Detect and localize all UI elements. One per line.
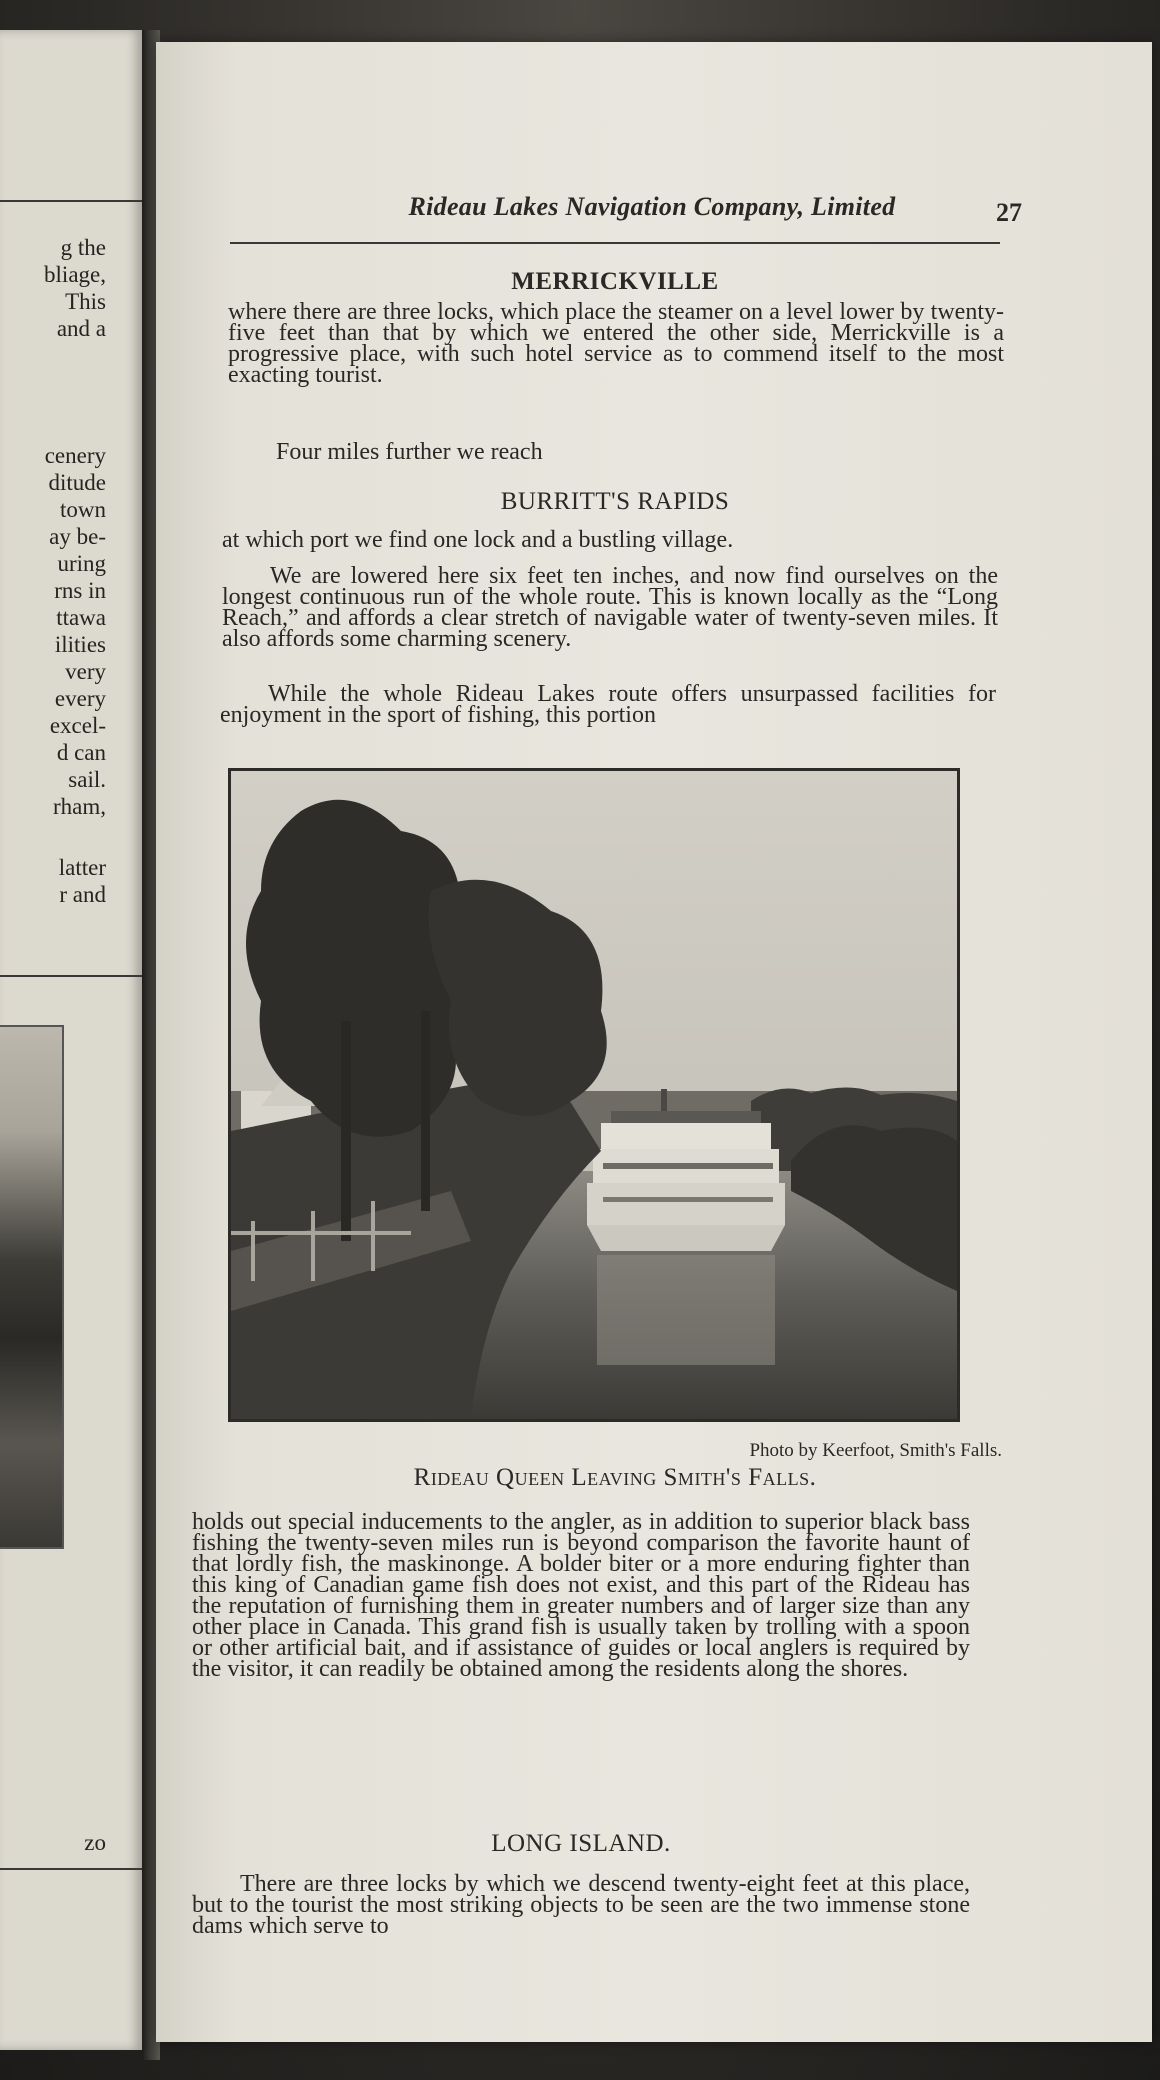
left-page-line: and a [56,316,106,341]
left-page-rule [0,975,142,977]
left-page-line: sail. [68,767,106,792]
left-page-line: rns in [54,578,106,603]
left-page-line: rham, [52,794,106,819]
steamer-shape [587,1089,785,1251]
header-rule [230,242,1000,244]
left-page-photo [0,1025,64,1549]
left-page-rule [0,1868,142,1870]
page-number: 27 [996,198,1022,227]
section-title-long-island: LONG ISLAND. [491,1830,671,1857]
photo-caption: Rideau Queen Leaving Smith's Falls. [413,1464,817,1491]
right-page [156,42,1152,2042]
paragraph-burritts-village: at which port we find one lock and a bustling village. [222,527,734,553]
steamer-photo-illustration [231,771,957,1419]
paragraph-long-reach: We are lowered here six feet ten inches, and now find ourselves on the longest continuous run of the whole route. This is known locally as the “Long Reach,” and affords a clear stretch of navigable water of twenty-seven miles. It also affords some charming scenery. [222,563,998,652]
left-page-line: g the [60,235,106,260]
left-page-line: every [54,686,106,711]
paragraph-merrickville: where there are three locks, which place the steamer on a level lower by twenty-five feet than that by which we entered the other side, Merrickville is a progressive place, with such hotel service as to commend itself to the most exacting tourist. [228,299,1004,388]
section-title-merrickville: MERRICKVILLE [511,268,719,295]
paragraph-angler: holds out special inducements to the angler, as in addition to superior black bass fishing the twenty-seven miles run is beyond comparison the favorite haunt of that lordly fish, the maskinonge. A bolder biter or a more enduring fighter than this king of Canadian game fish does not exist, and this part of the Rideau has the reputation of furnishing them in greater numbers and of larger size than any other place in Canada. This grand fish is usually taken by trolling with a spoon or other artificial bait, and if assistance of guides or local anglers is required by the visitor, it can readily be obtained among the residents along the shores. [192,1509,970,1682]
left-page-line: d can [56,740,106,765]
paragraph-fishing-intro: While the whole Rideau Lakes route offers unsurpassed facilities for enjoyment in the sport of fishing, this portion [220,681,996,728]
left-page-line: r and [59,882,106,907]
left-page-line: uring [57,551,106,576]
running-head: Rideau Lakes Navigation Company, Limited [408,192,896,221]
left-page-line: latter [58,855,106,880]
left-page-line: ay be- [49,524,106,549]
left-page-line: cenery [44,443,106,468]
paragraph-four-miles: Four miles further we reach [276,439,543,465]
section-title-burritts-rapids: BURRITT'S RAPIDS [500,488,730,515]
left-page-line: ttawa [56,605,106,630]
steamer-photo [228,768,960,1422]
left-page-line: This [65,289,106,314]
left-page-line: ditude [48,470,106,495]
left-page-line: ilities [54,632,106,657]
left-page-fragment [0,30,142,2050]
paragraph-long-island: There are three locks by which we descend twenty-eight feet at this place, but to the tourist the most striking objects to be seen are the two immense stone dams which serve to [192,1871,970,1939]
left-page-line: bliage, [44,262,106,287]
left-page-line: zo [84,1830,106,1855]
left-page-line: very [65,659,106,684]
left-page-rule [0,200,142,202]
photo-credit: Photo by Keerfoot, Smith's Falls. [749,1440,1002,1461]
left-page-line: excel- [49,713,106,738]
left-page-line: town [60,497,106,522]
